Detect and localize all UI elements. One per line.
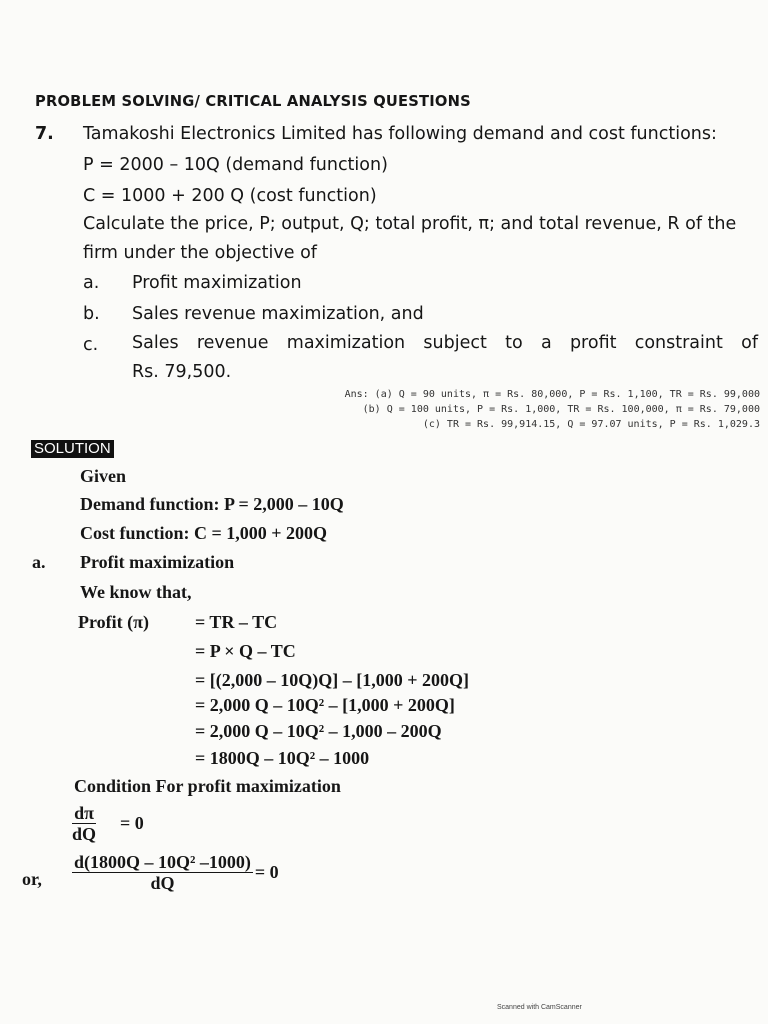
solution-badge: SOLUTION — [31, 440, 114, 458]
item-c-word: of — [741, 333, 758, 353]
item-c-word: to — [505, 333, 523, 353]
item-c-word: a — [540, 333, 552, 353]
equals-zero: = 0 — [254, 862, 279, 882]
part-a-label: a. — [32, 552, 46, 572]
given-demand: Demand function: P = 2,000 – 10Q — [80, 494, 344, 514]
item-c-word: profit — [569, 333, 617, 353]
question-intro: Tamakoshi Electronics Limited has following demand and cost functions: — [83, 124, 717, 144]
item-c-continuation: Rs. 79,500. — [132, 362, 232, 382]
item-c-word: maximization — [286, 333, 406, 353]
or-label: or, — [22, 869, 42, 889]
calculate-line-2: firm under the objective of — [83, 243, 317, 263]
fraction — [72, 852, 253, 893]
item-c-word: subject — [423, 333, 487, 353]
fraction-denominator: dQ — [150, 873, 175, 893]
derivative-equation-1 — [72, 803, 144, 844]
given-cost: Cost function: C = 1,000 + 200Q — [80, 523, 328, 543]
item-c-word: revenue — [196, 333, 269, 353]
item-b-text: Sales revenue maximization, and — [132, 304, 424, 324]
item-c-word: constraint — [634, 333, 723, 353]
part-a-title: Profit maximization — [80, 552, 235, 572]
answer-line-c: (c) TR = Rs. 99,914.15, Q = 97.07 units, P = Rs. 1,029.3 — [422, 419, 760, 430]
item-c-word: Sales — [132, 333, 179, 353]
answer-line-a: Ans: (a) Q = 90 units, π = Rs. 80,000, P = Rs. 1,100, TR = Rs. 99,000 — [344, 389, 760, 400]
calculate-line-1: Calculate the price, P; output, Q; total profit, π; and total revenue, R of the — [83, 214, 737, 234]
demand-function-line: P = 2000 – 10Q (demand function) — [83, 155, 388, 175]
profit-step: = TR – TC — [195, 612, 278, 632]
profit-step: = 1800Q – 10Q² – 1000 — [195, 748, 370, 768]
item-a-text: Profit maximization — [132, 273, 302, 293]
fraction-denominator: dQ — [72, 824, 97, 844]
profit-step: = 2,000 Q – 10Q² – 1,000 – 200Q — [195, 721, 442, 741]
we-know-that: We know that, — [80, 582, 192, 602]
fraction-numerator: dπ — [74, 803, 94, 823]
cost-function-line: C = 1000 + 200 Q (cost function) — [83, 186, 377, 206]
profit-step: = 2,000 Q – 10Q² – [1,000 + 200Q] — [195, 695, 455, 715]
item-b-label: b. — [83, 304, 100, 324]
profit-step: = [(2,000 – 10Q)Q] – [1,000 + 200Q] — [195, 670, 469, 690]
question-number: 7. — [35, 124, 54, 144]
scanner-footer: Scanned with CamScanner — [497, 1004, 582, 1011]
profit-label: Profit (π) — [78, 612, 149, 632]
fraction-numerator: d(1800Q – 10Q² –1000) — [74, 852, 251, 872]
profit-step: = P × Q – TC — [195, 641, 296, 661]
answer-line-b: (b) Q = 100 units, P = Rs. 1,000, TR = Rs. 100,000, π = Rs. 79,000 — [362, 404, 760, 415]
derivative-equation-2 — [72, 852, 279, 893]
condition-line: Condition For profit maximization — [74, 776, 341, 796]
fraction — [72, 803, 96, 844]
given-label: Given — [80, 466, 127, 486]
item-c-label: c. — [83, 335, 99, 355]
item-a-label: a. — [83, 273, 100, 293]
equals-zero: = 0 — [120, 813, 144, 833]
item-c-text — [132, 333, 758, 353]
page-heading: PROBLEM SOLVING/ CRITICAL ANALYSIS QUESTIONS — [35, 92, 471, 110]
